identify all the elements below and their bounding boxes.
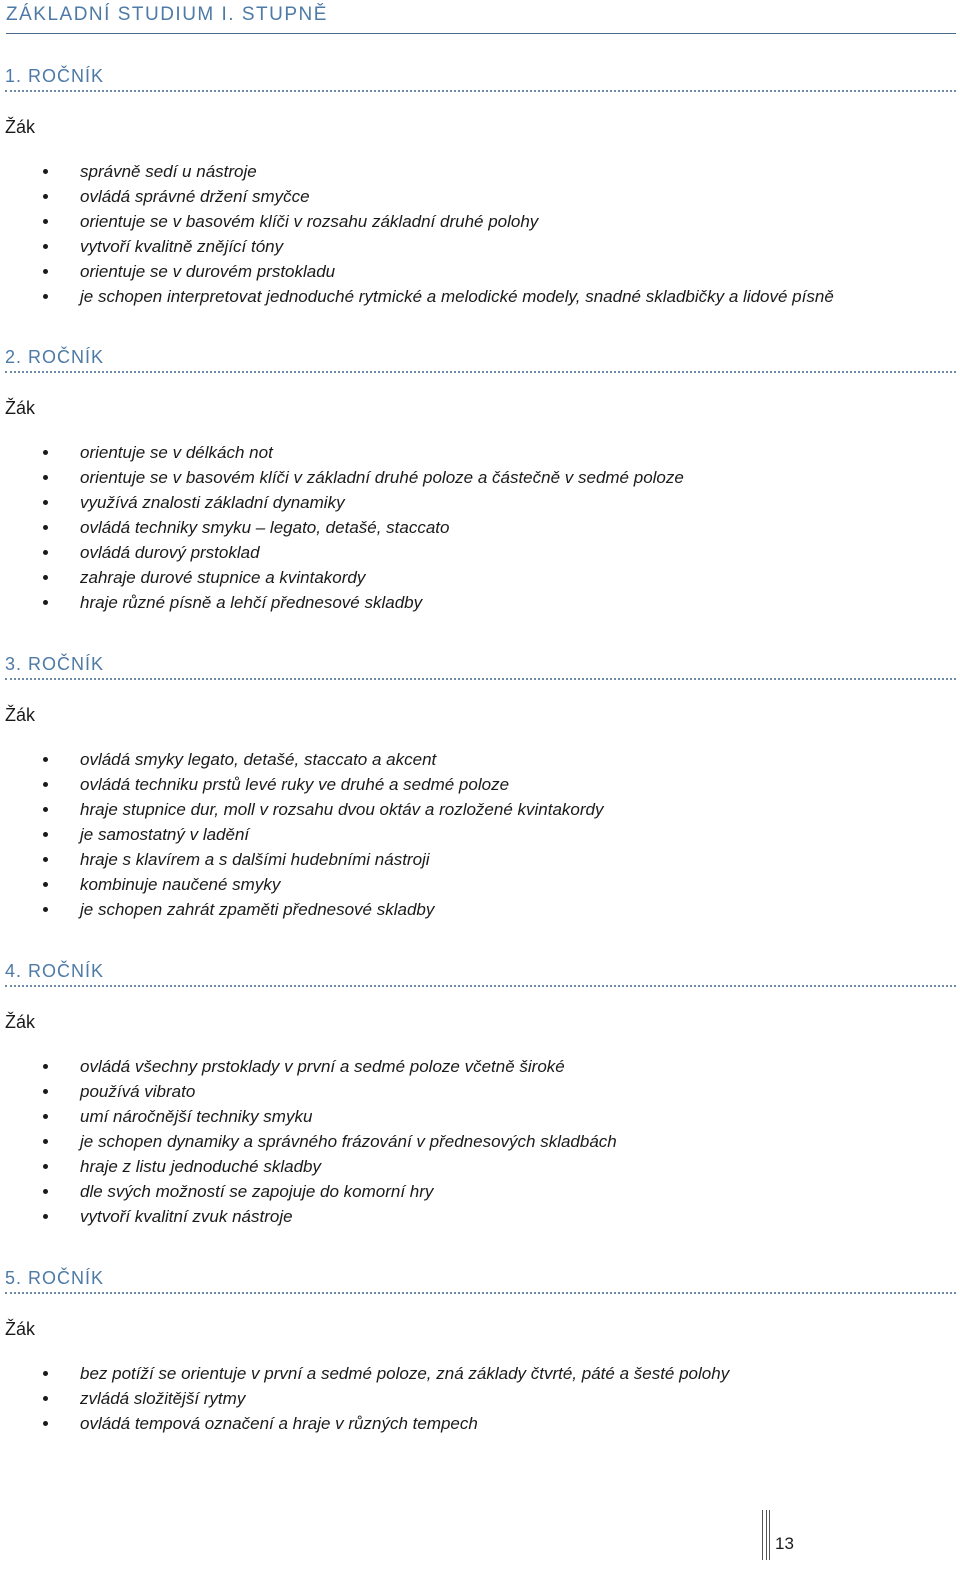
list-item: umí náročnější techniky smyku <box>0 1104 617 1129</box>
section-heading <box>5 1265 956 1294</box>
list-item: ovládá techniku prstů levé ruky ve druhé a sedmé poloze <box>0 772 604 797</box>
section-heading-text: 2. ROČNÍK <box>5 347 105 367</box>
section-heading <box>5 651 956 680</box>
list-item: ovládá všechny prstoklady v první a sedmé poloze včetně široké <box>0 1054 617 1079</box>
outcome-list <box>0 747 604 922</box>
section-subject: Žák <box>5 117 36 137</box>
outcome-list <box>0 159 834 309</box>
section-subject: Žák <box>5 705 36 725</box>
list-item: zahraje durové stupnice a kvintakordy <box>0 565 684 590</box>
page-header <box>6 3 956 34</box>
list-item: ovládá techniky smyku – legato, detašé, staccato <box>0 515 684 540</box>
page-number-box <box>762 1510 835 1560</box>
list-item: ovládá durový prstoklad <box>0 540 684 565</box>
list-item: vytvoří kvalitně znějící tóny <box>0 234 834 259</box>
section-subject: Žák <box>5 1012 36 1032</box>
list-item: orientuje se v basovém klíči v rozsahu základní druhé polohy <box>0 209 834 234</box>
section-heading <box>5 63 956 92</box>
list-item: ovládá správné držení smyčce <box>0 184 834 209</box>
outcome-list <box>0 1054 617 1229</box>
list-item: hraje s klavírem a s dalšími hudebními nástroji <box>0 847 604 872</box>
list-item: vytvoří kvalitní zvuk nástroje <box>0 1204 617 1229</box>
list-item: hraje z listu jednoduché skladby <box>0 1154 617 1179</box>
list-item: bez potíží se orientuje v první a sedmé poloze, zná základy čtvrté, páté a šesté polohy <box>0 1361 729 1386</box>
list-item: je schopen interpretovat jednoduché rytmické a melodické modely, snadné skladbičky a lidové písně <box>0 284 834 309</box>
section-heading-text: 3. ROČNÍK <box>5 654 105 674</box>
outcome-list <box>0 1361 729 1436</box>
page-number: 13 <box>775 1534 794 1553</box>
list-item: je schopen zahrát zpaměti přednesové skladby <box>0 897 604 922</box>
list-item: dle svých možností se zapojuje do komorní hry <box>0 1179 617 1204</box>
list-item: ovládá tempová označení a hraje v různých tempech <box>0 1411 729 1436</box>
section-heading <box>5 344 956 373</box>
list-item: využívá znalosti základní dynamiky <box>0 490 684 515</box>
list-item: zvládá složitější rytmy <box>0 1386 729 1411</box>
list-item: orientuje se v délkách not <box>0 440 684 465</box>
section-heading-text: 1. ROČNÍK <box>5 66 105 86</box>
outcome-list <box>0 440 684 615</box>
list-item: správně sedí u nástroje <box>0 159 834 184</box>
list-item: používá vibrato <box>0 1079 617 1104</box>
section-heading <box>5 958 956 987</box>
list-item: hraje různé písně a lehčí přednesové skladby <box>0 590 684 615</box>
list-item: ovládá smyky legato, detašé, staccato a akcent <box>0 747 604 772</box>
list-item: je samostatný v ladění <box>0 822 604 847</box>
list-item: kombinuje naučené smyky <box>0 872 604 897</box>
list-item: hraje stupnice dur, moll v rozsahu dvou oktáv a rozložené kvintakordy <box>0 797 604 822</box>
section-heading-text: 5. ROČNÍK <box>5 1268 105 1288</box>
section-subject: Žák <box>5 398 36 418</box>
list-item: orientuje se v basovém klíči v základní druhé poloze a částečně v sedmé poloze <box>0 465 684 490</box>
section-subject: Žák <box>5 1319 36 1339</box>
page-title: ZÁKLADNÍ STUDIUM I. STUPNĚ <box>6 4 328 25</box>
list-item: orientuje se v durovém prstokladu <box>0 259 834 284</box>
section-heading-text: 4. ROČNÍK <box>5 961 105 981</box>
list-item: je schopen dynamiky a správného frázování v přednesových skladbách <box>0 1129 617 1154</box>
